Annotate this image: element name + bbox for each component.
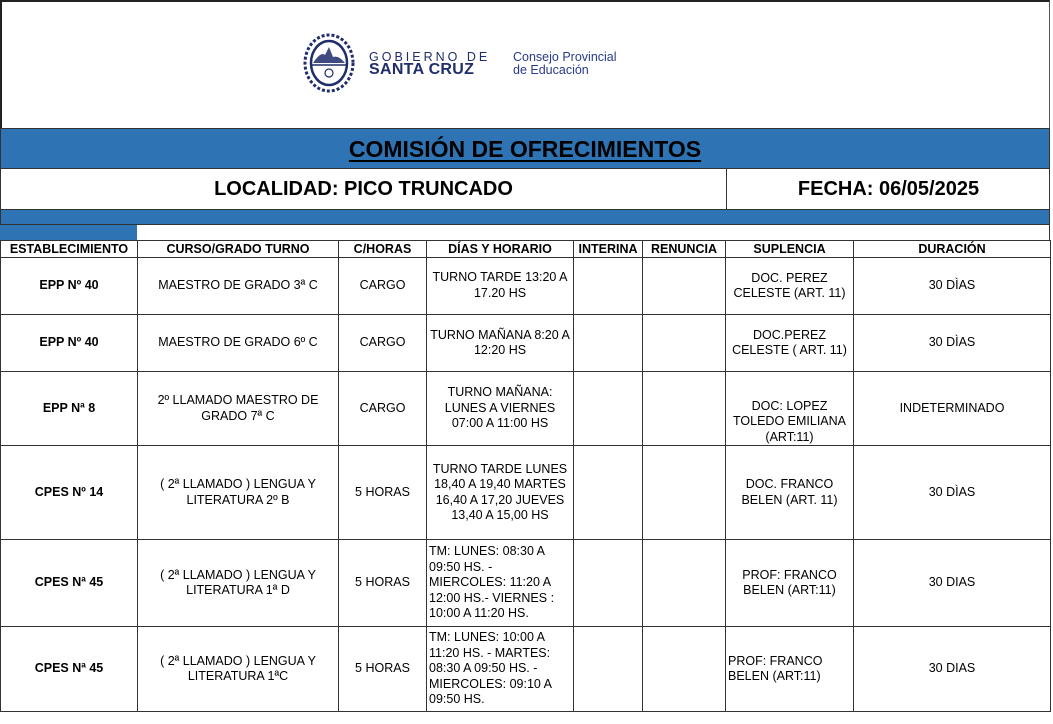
table-row: [1, 372, 1051, 446]
col-horas: C/HORAS: [339, 241, 427, 258]
offers-table: [0, 240, 1051, 712]
consejo-line2: de Educación: [513, 63, 589, 77]
table-header-row: [1, 241, 1051, 258]
interina-cell: [574, 627, 643, 712]
duracion-cell: 30 DÌAS: [854, 315, 1051, 372]
suplencia-cell: DOC. FRANCO BELEN (ART. 11): [726, 446, 854, 540]
interina-cell: [574, 540, 643, 627]
establecimiento-cell: EPP Nº 40: [1, 258, 138, 315]
establecimiento-cell: EPP Nº 40: [1, 315, 138, 372]
duracion-cell: 30 DIAS: [854, 540, 1051, 627]
santa-cruz-coat-of-arms-icon: [303, 33, 355, 93]
horario-cell: TM: LUNES: 10:00 A 11:20 HS. - MARTES: 08:30 A 09:50 HS. - MIERCOLES: 09:10 A 09:50 HS.: [427, 627, 574, 712]
establecimiento-cell: CPES Nº 14: [1, 446, 138, 540]
horario-cell: TURNO TARDE 13:20 A 17.20 HS: [427, 258, 574, 315]
col-suplencia: SUPLENCIA: [726, 241, 854, 258]
suplencia-cell: DOC.PEREZ CELESTE ( ART. 11): [726, 315, 854, 372]
col-establecimiento: ESTABLECIMIENTO: [1, 241, 138, 258]
duracion-cell: 30 DIAS: [854, 627, 1051, 712]
curso-cell: ( 2ª LLAMADO ) LENGUA Y LITERATURA 1ª D: [138, 540, 339, 627]
localidad-label: LOCALIDAD: PICO TRUNCADO: [1, 169, 727, 209]
table-row: [1, 446, 1051, 540]
curso-cell: MAESTRO DE GRADO 6º C: [138, 315, 339, 372]
col-curso: CURSO/GRADO TURNO: [138, 241, 339, 258]
separator-blue-cell: [0, 225, 137, 240]
establecimiento-cell: CPES Nª 45: [1, 627, 138, 712]
duracion-cell: 30 DÌAS: [854, 446, 1051, 540]
duracion-cell: INDETERMINADO: [854, 372, 1051, 446]
duracion-cell: 30 DÌAS: [854, 258, 1051, 315]
title-band: [0, 128, 1050, 169]
interina-cell: [574, 258, 643, 315]
interina-cell: [574, 446, 643, 540]
suplencia-cell: DOC: LOPEZ TOLEDO EMILIANA (ART:11): [726, 372, 854, 446]
curso-cell: ( 2ª LLAMADO ) LENGUA Y LITERATURA 2º B: [138, 446, 339, 540]
horas-cell: 5 HORAS: [339, 627, 427, 712]
horas-cell: 5 HORAS: [339, 446, 427, 540]
establecimiento-cell: EPP Nª 8: [1, 372, 138, 446]
interina-cell: [574, 372, 643, 446]
horario-cell: TM: LUNES: 08:30 A 09:50 HS. - MIERCOLES: 11:20 A 12:00 HS.- VIERNES : 10:00 A 11:20 HS.: [427, 540, 574, 627]
location-row: [0, 169, 1050, 209]
horario-cell: TURNO MAÑANA: LUNES A VIERNES 07:00 A 11:00 HS: [427, 372, 574, 446]
horario-cell: TURNO TARDE LUNES 18,40 A 19,40 MARTES 16,40 A 17,20 JUEVES 13,40 A 15,00 HS: [427, 446, 574, 540]
renuncia-cell: [643, 372, 726, 446]
col-horario: DÍAS Y HORARIO: [427, 241, 574, 258]
curso-cell: ( 2ª LLAMADO ) LENGUA Y LITERATURA 1ªC: [138, 627, 339, 712]
col-duracion: DURACIÓN: [854, 241, 1051, 258]
renuncia-cell: [643, 258, 726, 315]
renuncia-cell: [643, 540, 726, 627]
horas-cell: 5 HORAS: [339, 540, 427, 627]
consejo-label: [513, 51, 617, 77]
page-title: COMISIÓN DE OFRECIMIENTOS: [348, 136, 702, 162]
consejo-line1: Consejo Provincial: [513, 50, 617, 64]
renuncia-cell: [643, 627, 726, 712]
col-interina: INTERINA: [574, 241, 643, 258]
renuncia-cell: [643, 446, 726, 540]
table-row: [1, 540, 1051, 627]
horario-cell: TURNO MAÑANA 8:20 A 12:20 HS: [427, 315, 574, 372]
col-renuncia: RENUNCIA: [643, 241, 726, 258]
interina-cell: [574, 315, 643, 372]
santa-cruz-label: SANTA CRUZ: [369, 61, 475, 78]
suplencia-cell: PROF: FRANCO BELEN (ART:11): [726, 627, 854, 712]
curso-cell: 2º LLAMADO MAESTRO DE GRADO 7ª C: [138, 372, 339, 446]
table-row: [1, 627, 1051, 712]
gobierno-label: GOBIERNO DE: [369, 50, 491, 64]
renuncia-cell: [643, 315, 726, 372]
separator-band: [0, 209, 1050, 225]
suplencia-cell: PROF: FRANCO BELEN (ART:11): [726, 540, 854, 627]
table-row: [1, 315, 1051, 372]
separator-white-cell: [137, 225, 1050, 240]
horas-cell: CARGO: [339, 315, 427, 372]
horas-cell: CARGO: [339, 372, 427, 446]
establecimiento-cell: CPES Nª 45: [1, 540, 138, 627]
curso-cell: MAESTRO DE GRADO 3ª C: [138, 258, 339, 315]
table-row: [1, 258, 1051, 315]
fecha-label: FECHA: 06/05/2025: [797, 178, 980, 200]
horas-cell: CARGO: [339, 258, 427, 315]
suplencia-cell: DOC. PEREZ CELESTE (ART. 11): [726, 258, 854, 315]
